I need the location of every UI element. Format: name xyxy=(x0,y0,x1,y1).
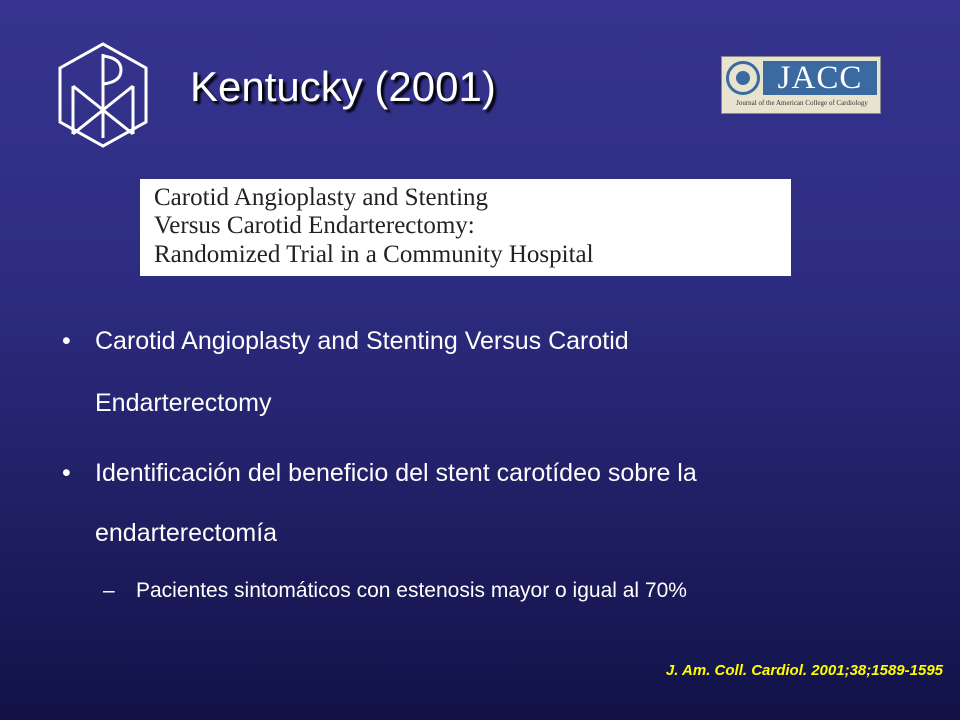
article-title-image xyxy=(140,179,791,276)
bullet-2-line-2: endarterectomía xyxy=(95,519,278,547)
chi-rho-logo-icon xyxy=(57,42,149,148)
article-title-line: Randomized Trial in a Community Hospital xyxy=(154,241,594,268)
jacc-wordmark: JACC xyxy=(763,61,877,95)
bullet-1-line-1: Carotid Angioplasty and Stenting Versus Carotid xyxy=(95,327,629,355)
jacc-logo xyxy=(721,56,881,114)
article-title-line: Versus Carotid Endarterectomy: xyxy=(154,212,475,239)
citation: J. Am. Coll. Cardiol. 2001;38;1589-1595 xyxy=(665,662,943,679)
sub-bullet-text: Pacientes sintomáticos con estenosis mayor o igual al 70% xyxy=(136,579,687,602)
article-title-line: Carotid Angioplasty and Stenting xyxy=(154,184,489,211)
bullet-2-line-1: Identificación del beneficio del stent carotídeo sobre la xyxy=(95,459,697,487)
seal-icon xyxy=(726,61,760,95)
jacc-subtitle: Journal of the American College of Cardiology xyxy=(736,99,868,107)
slide-title: Kentucky (2001) xyxy=(190,63,496,110)
sub-bullet-marker: – xyxy=(103,579,115,602)
bullet-marker: • xyxy=(62,459,71,487)
bullet-marker: • xyxy=(62,327,71,355)
bullet-1-line-2: Endarterectomy xyxy=(95,389,272,417)
